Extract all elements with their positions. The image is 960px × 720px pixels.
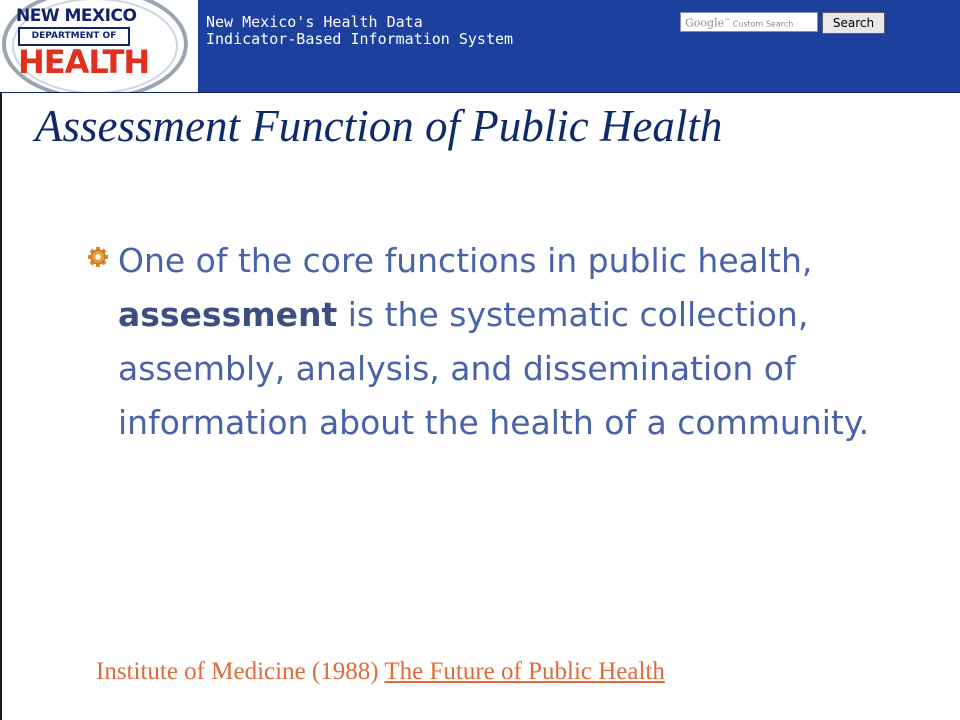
citation-prefix: Institute of Medicine (1988) bbox=[96, 658, 385, 685]
orange-gear-bullet-icon bbox=[86, 245, 110, 269]
header-banner bbox=[0, 0, 960, 93]
search-placeholder: Custom Search bbox=[732, 19, 794, 29]
slide-left-border bbox=[0, 92, 2, 720]
citation-link[interactable]: The Future of Public Health bbox=[384, 658, 665, 685]
citation bbox=[96, 654, 665, 690]
bullet-text-after: is the systematic collection, assembly, analysis, and dissemination of information about the health of a community. bbox=[118, 295, 870, 442]
bullet-text-emphasis: assessment bbox=[118, 295, 338, 334]
search-input[interactable]: Google™ Custom Search bbox=[680, 12, 818, 32]
bullet-text-before: One of the core functions in public health, bbox=[118, 241, 813, 280]
google-brand-label: Google bbox=[685, 16, 725, 30]
logo-text-new-mexico: NEW MEXICO bbox=[16, 6, 137, 26]
system-title bbox=[206, 14, 513, 48]
logo-text-health: HEALTH bbox=[18, 43, 150, 81]
bullet-point-text bbox=[118, 234, 918, 450]
search-button[interactable]: Search bbox=[822, 12, 885, 34]
logo-text-department-of: DEPARTMENT OF bbox=[18, 27, 130, 46]
slide-title: Assessment Function of Public Health bbox=[35, 101, 723, 151]
system-title-line-1: New Mexico's Health Data bbox=[206, 13, 423, 31]
system-title-line-2: Indicator-Based Information System bbox=[206, 30, 514, 48]
nmdoh-logo[interactable] bbox=[0, 0, 198, 92]
